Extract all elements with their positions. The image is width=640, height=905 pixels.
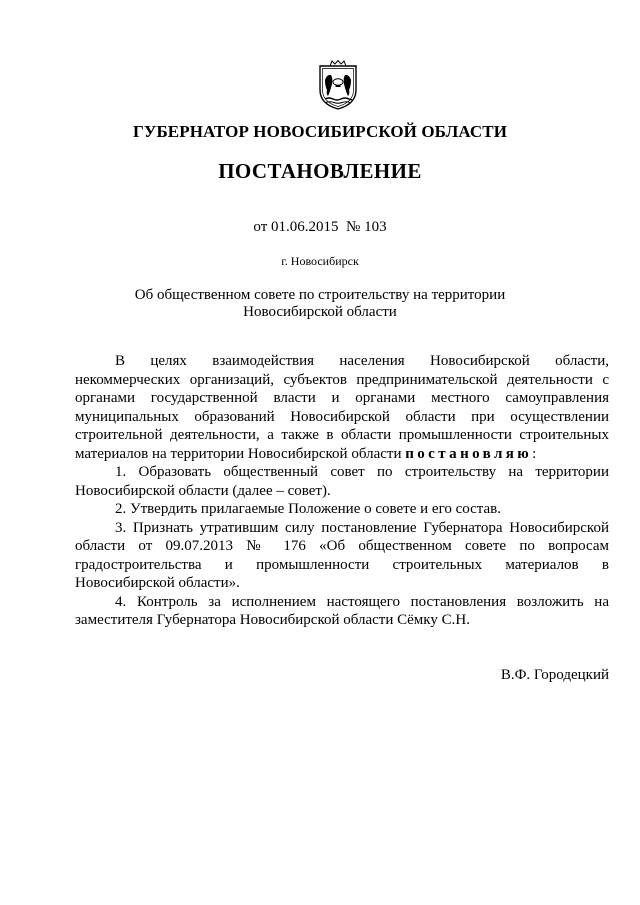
governor-title: ГУБЕРНАТОР НОВОСИБИРСКОЙ ОБЛАСТИ: [132, 122, 508, 141]
decree-colon: :: [532, 445, 537, 462]
subject-line-1: Об общественном совете по строительству на территории: [134, 287, 506, 303]
document-city: г. Новосибирск: [281, 254, 359, 268]
decree-word: постановляю: [405, 445, 533, 462]
document-type-title: ПОСТАНОВЛЕНИЕ: [218, 159, 422, 183]
item-paragraph-1: 1. Образовать общественный совет по строительству на территории Новосибирской области (далее – совет).: [75, 464, 609, 499]
novosibirsk-coat-of-arms-icon: [316, 60, 360, 110]
signature-name: В.Ф. Городецкий: [500, 667, 609, 683]
preamble-text: В целях взаимодействия населения Новосибирской области, некоммерческих организаций, субъектов предпринимательской деятельности с органами государственной власти и органами местного самоуправления муниципальных образований Новосибирской области при осуществлении строительной деятельности, а также в области промышленности строительных материалов на территории Новосибирской области: [75, 353, 609, 462]
document-subject: [60, 287, 580, 321]
item-paragraph-2: 2. Утвердить прилагаемые Положение о совете и его состав.: [115, 501, 502, 517]
preamble-paragraph: [75, 352, 609, 463]
item-paragraph-3: 3. Признать утратившим силу постановление Губернатора Новосибирской области от 09.07.2013 № 176 «Об общественном совете по вопросам градостроительства и промышленности строительных материалов в Новосибирской области».: [75, 519, 609, 591]
subject-line-2: Новосибирской области: [243, 304, 397, 320]
document-date-number: от 01.06.2015 № 103: [253, 219, 387, 235]
document-body: [75, 352, 609, 630]
item-paragraph-4: 4. Контроль за исполнением настоящего постановления возложить на заместителя Губернатора Новосибирской области Сёмку С.Н.: [75, 593, 609, 628]
